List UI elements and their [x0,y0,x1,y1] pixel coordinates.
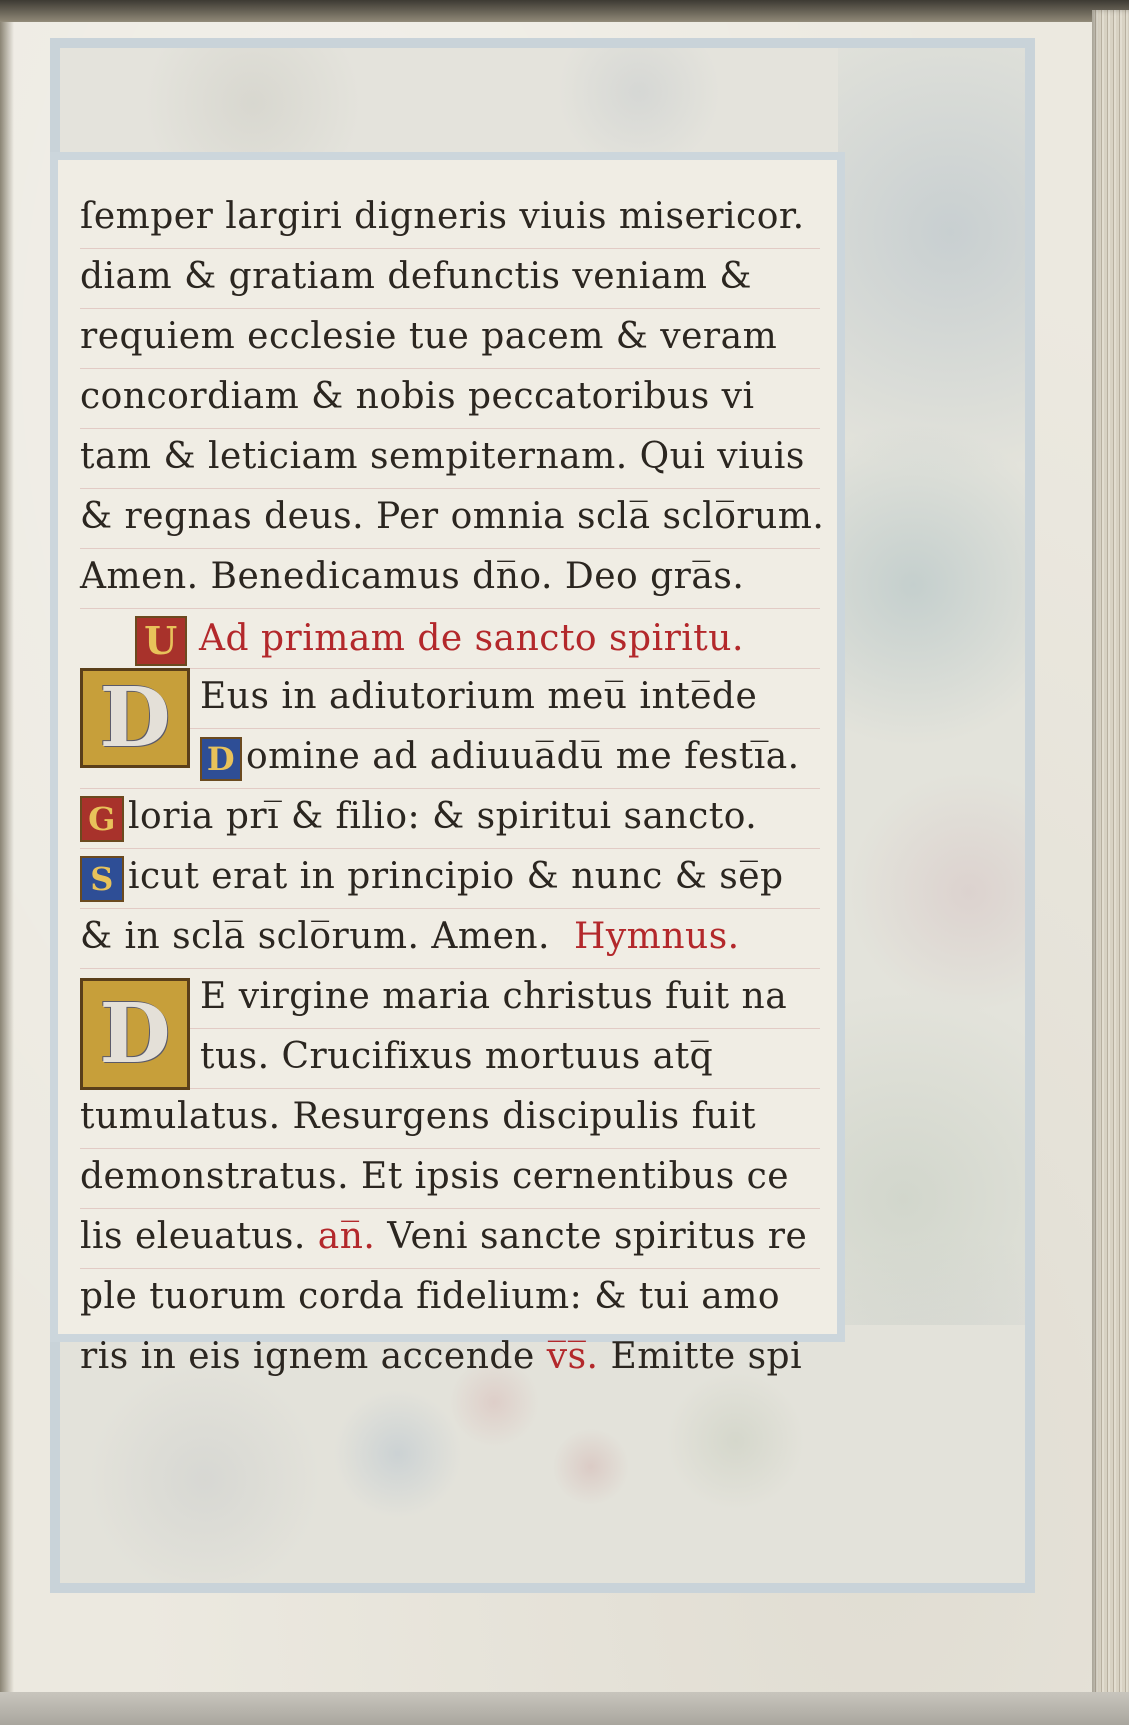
text-line: & regnas deus. Per omnia scla̅ sclo̅rum. [80,496,825,537]
amen-text: & in scla̅ sclo̅rum. Amen. [80,916,550,957]
versicle-text: icut erat in principio & nunc & se̅p [128,856,784,897]
illuminated-initial-d-hymn: D [80,978,190,1090]
heading-initial: U [135,616,187,666]
text-line: concordiam & nobis peccatoribus vi [80,376,755,417]
tail-line [80,1336,802,1396]
hymn-line: tus. Crucifixus mortuus atq̅ [200,1036,714,1077]
versicle-text: loria pri̅ & filio: & spiritui sancto. [128,796,758,837]
versicle-text: omine ad adiuua̅du̅ me festi̅a. [246,736,800,777]
heading-rubric: Ad primam de sancto spiritu. [198,618,744,659]
page-edges [1092,10,1129,1700]
heading-line [135,616,744,676]
versicle-line [80,856,784,916]
page-gutter [0,22,14,1697]
text-area [80,196,830,1377]
amen-line [80,916,740,976]
versus-text: Emitte spi [610,1336,803,1377]
initial-d-blue: D [200,737,242,781]
versicle-line [200,736,800,796]
hymn-text: lis eleuatus. [80,1216,306,1257]
initial-s-blue: S [80,856,124,902]
text-line: diam & gratiam defunctis veniam & [80,256,752,297]
antiphon-text: Veni sancte spiritus re [387,1216,808,1257]
text-line: tam & leticiam sempiternam. Qui viuis [80,436,805,477]
versus-label: v̅s̅. [546,1336,599,1377]
scan-bottom-edge [0,1692,1129,1725]
text-line: ſemper largiri digneris viuis misericor. [80,196,805,237]
antiphon-label: an̅. [317,1216,376,1257]
tail-line: ple tuorum corda fidelium: & tui amo [80,1276,781,1317]
versicle-line: Eus in adiutorium meu̅ inte̅de [200,676,758,717]
illuminated-initial-d: D [80,668,190,768]
hymn-line: tumulatus. Resurgens discipulis fuit [80,1096,757,1137]
tail-text: ris in eis ignem accende [80,1336,535,1377]
initial-g-red: G [80,796,124,842]
versicle-line [80,796,757,856]
hymn-label: Hymnus. [573,916,740,957]
hymn-line: demonstratus. Et ipsis cernentibus ce [80,1156,790,1197]
text-line: Amen. Benedicamus dn̅o. Deo gra̅s. [80,556,745,597]
hymn-line [80,1216,807,1276]
text-line: requiem ecclesie tue pacem & veram [80,316,778,357]
hymn-line: E virgine maria christus fuit na [200,976,788,1017]
